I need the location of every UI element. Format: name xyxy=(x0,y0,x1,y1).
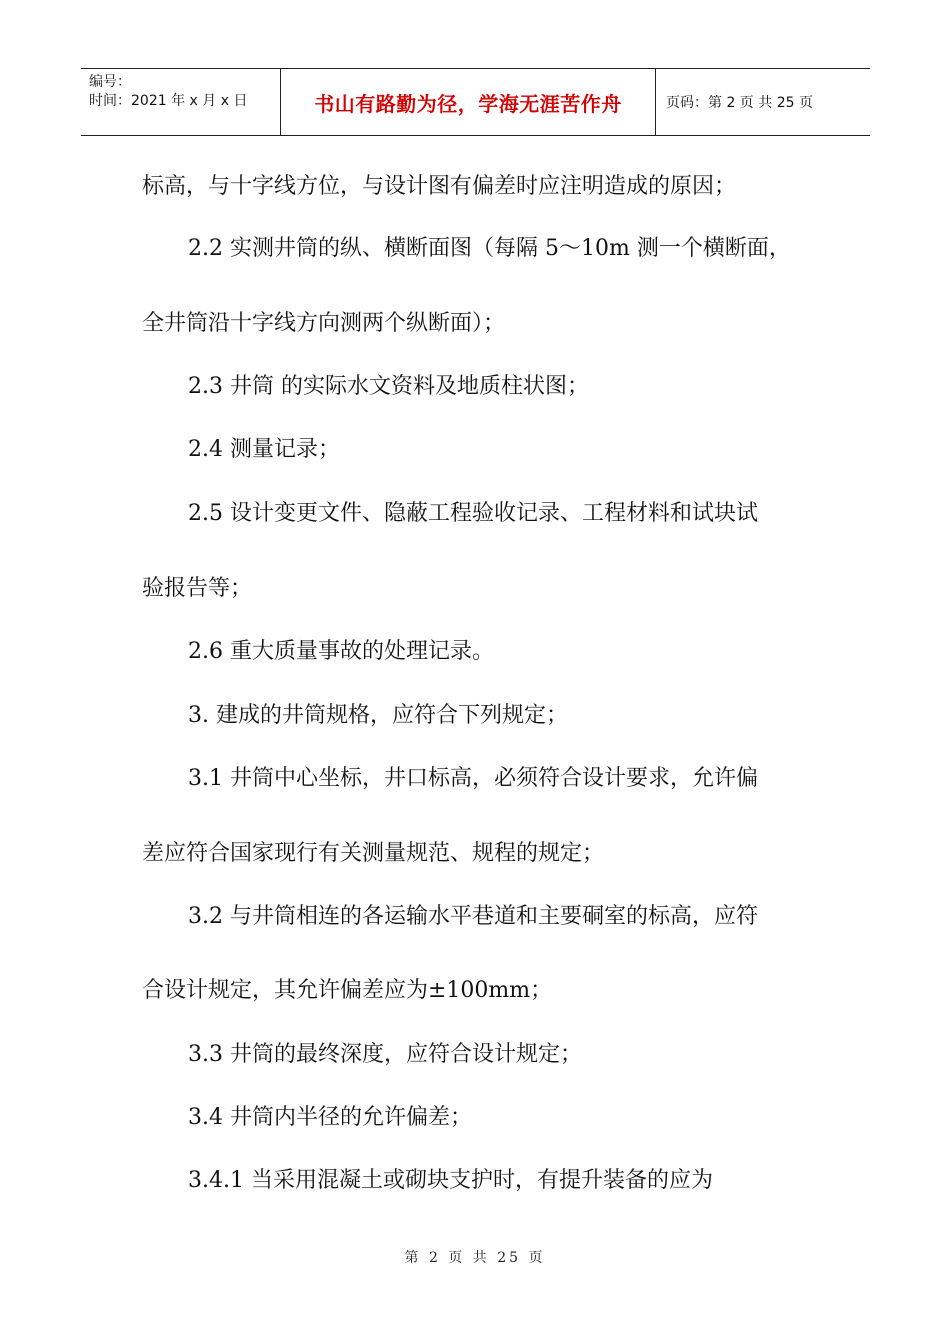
header-meta-cell xyxy=(81,69,281,135)
body-line: 全井筒沿十字线方向测两个纵断面）； xyxy=(142,311,506,336)
document-number-label: 编号： xyxy=(89,74,131,90)
header-page-cell xyxy=(656,69,870,135)
document-date: 时间：2021 年 x 月 x 日 xyxy=(89,93,248,109)
body-line: 2.5 设计变更文件、隐蔽工程验收记录、工程材料和试块试 xyxy=(188,501,758,526)
body-line: 2.2 实测井筒的纵、横断面图（每隔 5～10m 测一个横断面， xyxy=(188,236,791,261)
body-line: 合设计规定，其允许偏差应为±100mm； xyxy=(142,978,553,1003)
body-line: 3.4 井筒内半径的允许偏差； xyxy=(188,1105,472,1130)
body-line: 3.2 与井筒相连的各运输水平巷道和主要硐室的标高，应符 xyxy=(188,904,758,929)
body-line: 2.3 井筒 的实际水文资料及地质柱状图； xyxy=(188,374,589,399)
body-line: 3.1 井筒中心坐标，井口标高，必须符合设计要求，允许偏 xyxy=(188,766,758,791)
body-line: 差应符合国家现行有关测量规范、规程的规定； xyxy=(142,841,605,866)
body-line: 3. 建成的井筒规格，应符合下列规定； xyxy=(188,703,568,728)
page-header xyxy=(81,68,870,136)
motto-text: 书山有路勤为径，学海无涯苦作舟 xyxy=(314,91,622,116)
body-line: 2.4 测量记录； xyxy=(188,437,340,462)
body-line: 3.4.1 当采用混凝土或砌块支护时，有提升装备的应为 xyxy=(188,1168,713,1193)
body-line: 3.3 井筒的最终深度，应符合设计规定； xyxy=(188,1042,582,1067)
page-footer: 第 2 页 共 25 页 xyxy=(404,1250,546,1266)
body-line: 标高，与十字线方位，与设计图有偏差时应注明造成的原因； xyxy=(142,174,737,199)
body-line: 2.6 重大质量事故的处理记录。 xyxy=(188,639,494,664)
header-motto-cell xyxy=(281,69,656,135)
page-info: 页码：第 2 页 共 25 页 xyxy=(666,95,813,111)
body-line: 验报告等； xyxy=(142,576,253,601)
